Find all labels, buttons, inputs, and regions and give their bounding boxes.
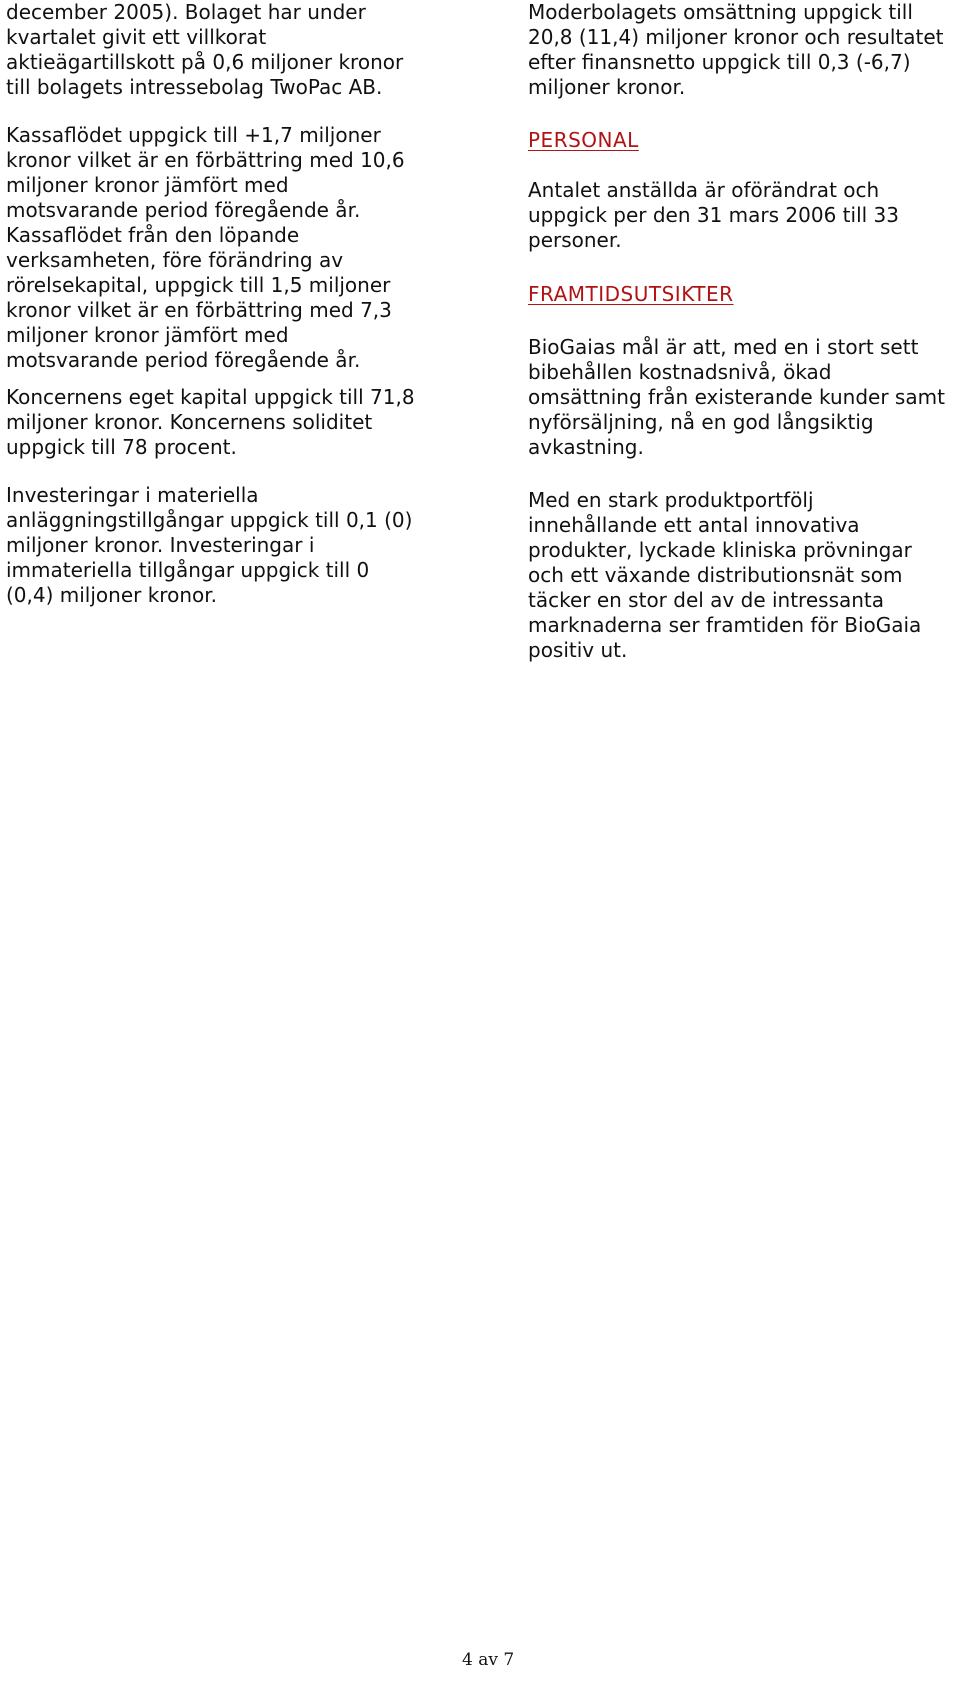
text-line: Moderbolagets omsättning uppgick till — [528, 0, 913, 24]
text-line: avkastning. — [528, 435, 644, 459]
text-line: Med en stark produktportfölj — [528, 488, 814, 512]
text-line: Kassaflödet uppgick till +1,7 miljoner — [6, 123, 381, 147]
text-line: (0,4) miljoner kronor. — [6, 583, 217, 607]
text-line: kronor vilket är en förbättring med 10,6 — [6, 148, 405, 172]
text-line: miljoner kronor. — [528, 75, 686, 99]
text-line: personer. — [528, 228, 622, 252]
text-line: nyförsäljning, nå en god långsiktig — [528, 410, 874, 434]
text-line: anläggningstillgångar uppgick till 0,1 (0) — [6, 508, 413, 532]
page-number: 4 av 7 — [462, 1650, 515, 1670]
text-line: motsvarande period föregående år. — [6, 348, 361, 372]
text-line: bibehållen kostnadsnivå, ökad — [528, 360, 832, 384]
paragraph-ownership-contribution — [6, 0, 403, 100]
paragraph-parent-company — [528, 0, 944, 100]
text-line: BioGaias mål är att, med en i stort sett — [528, 335, 919, 359]
text-line: kvartalet givit ett villkorat — [6, 25, 267, 49]
text-line: immateriella tillgångar uppgick till 0 — [6, 558, 370, 582]
text-line: och ett växande distributionsnät som — [528, 563, 903, 587]
paragraph-outlook-portfolio — [528, 488, 921, 663]
text-line: december 2005). Bolaget har under — [6, 0, 366, 24]
text-line: Kassaflödet från den löpande — [6, 223, 300, 247]
paragraph-equity — [6, 385, 415, 460]
text-line: motsvarande period föregående år. — [6, 198, 361, 222]
paragraph-personnel — [528, 178, 899, 253]
section-heading-framtidsutsikter: FRAMTIDSUTSIKTER — [528, 282, 734, 306]
text-line: till bolagets intressebolag TwoPac AB. — [6, 75, 383, 99]
section-heading-personal: PERSONAL — [528, 128, 639, 152]
paragraph-cash-flow — [6, 123, 405, 373]
text-line: rörelsekapital, uppgick till 1,5 miljoner — [6, 273, 391, 297]
text-line: produkter, lyckade kliniska prövningar — [528, 538, 912, 562]
text-line: verksamheten, före förändring av — [6, 248, 344, 272]
text-line: positiv ut. — [528, 638, 628, 662]
text-line: miljoner kronor jämfört med — [6, 173, 289, 197]
text-line: miljoner kronor. Koncernens soliditet — [6, 410, 373, 434]
text-line: täcker en stor del av de intressanta — [528, 588, 885, 612]
text-line: kronor vilket är en förbättring med 7,3 — [6, 298, 392, 322]
paragraph-outlook-goal — [528, 335, 945, 460]
text-line: miljoner kronor jämfört med — [6, 323, 289, 347]
text-line: marknaderna ser framtiden för BioGaia — [528, 613, 922, 637]
text-line: innehållande ett antal innovativa — [528, 513, 860, 537]
text-line: aktieägartillskott på 0,6 miljoner kronor — [6, 50, 404, 74]
text-line: Antalet anställda är oförändrat och — [528, 178, 880, 202]
paragraph-investments — [6, 483, 412, 608]
text-line: miljoner kronor. Investeringar i — [6, 533, 315, 557]
text-line: efter finansnetto uppgick till 0,3 (-6,7) — [528, 50, 911, 74]
text-line: 20,8 (11,4) miljoner kronor och resultatet — [528, 25, 944, 49]
text-line: uppgick till 78 procent. — [6, 435, 237, 459]
text-line: Koncernens eget kapital uppgick till 71,8 — [6, 385, 415, 409]
text-line: omsättning från existerande kunder samt — [528, 385, 945, 409]
text-line: uppgick per den 31 mars 2006 till 33 — [528, 203, 899, 227]
text-line: Investeringar i materiella — [6, 483, 259, 507]
